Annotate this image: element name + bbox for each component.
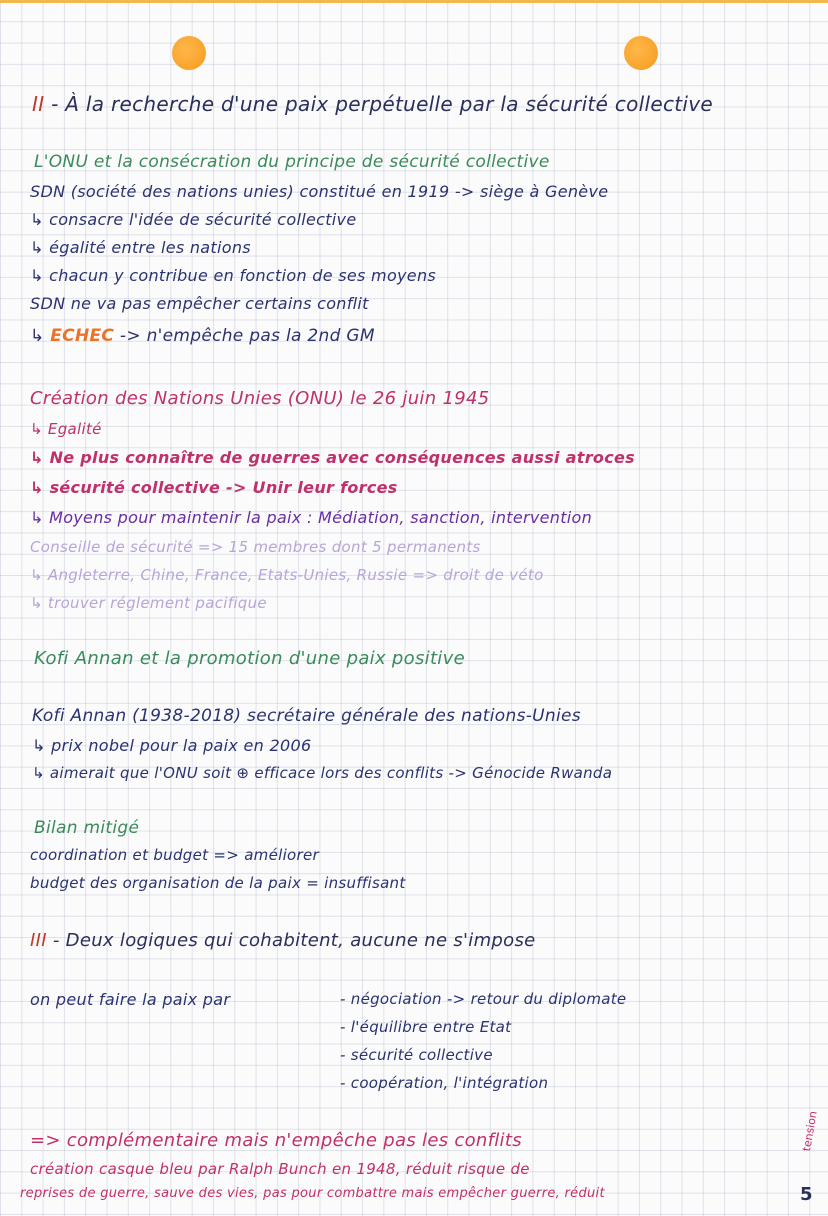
- creation-heading: Création des Nations Unies (ONU) le 26 juin 1945: [30, 388, 490, 409]
- section-2-number: II: [32, 92, 45, 116]
- creation-line-3: ↳ sécurité collective -> Unir leur forces: [30, 478, 398, 497]
- onu-line-3: ↳ égalité entre les nations: [30, 238, 251, 257]
- annan-heading: Kofi Annan et la promotion d'une paix positive: [34, 648, 465, 669]
- onu-line-2: ↳ consacre l'idée de sécurité collective: [30, 210, 357, 229]
- annan-line-2: ↳ prix nobel pour la paix en 2006: [32, 736, 312, 755]
- council-line-2: ↳ Angleterre, Chine, France, Etats-Unies, Russie => droit de véto: [30, 566, 544, 584]
- peace-item-1: - négociation -> retour du diplomate: [340, 990, 627, 1008]
- side-note: tension: [800, 1110, 820, 1153]
- council-line-1: Conseille de sécurité => 15 membres dont 5 permanents: [30, 538, 481, 556]
- onu-line-1: SDN (société des nations unies) constitué en 1919 -> siège à Genève: [30, 182, 609, 201]
- section-3-number: III: [30, 930, 47, 951]
- bilan-line-1: coordination et budget => améliorer: [30, 846, 319, 864]
- page-number: 5: [800, 1184, 813, 1205]
- creation-line-4: ↳ Moyens pour maintenir la paix : Médiation, sanction, intervention: [30, 508, 593, 527]
- onu-echec-line: [30, 326, 375, 346]
- peace-item-3: - sécurité collective: [340, 1046, 493, 1064]
- binder-hole-left: [172, 36, 206, 70]
- section-2-title-text: - À la recherche d'une paix perpétuelle par la sécurité collective: [51, 92, 714, 116]
- conclusion-line-1: => complémentaire mais n'empêche pas les conflits: [30, 1130, 522, 1151]
- onu-line-5: SDN ne va pas empêcher certains conflit: [30, 294, 369, 313]
- binder-hole-right: [624, 36, 658, 70]
- notebook-top-edge: [0, 0, 828, 3]
- bilan-line-2: budget des organisation de la paix = insuffisant: [30, 874, 406, 892]
- echec-arrow: ↳: [30, 326, 45, 346]
- council-line-3: ↳ trouver réglement pacifique: [30, 594, 267, 612]
- onu-line-4: ↳ chacun y contribue en fonction de ses moyens: [30, 266, 437, 285]
- section-3-title-text: - Deux logiques qui cohabitent, aucune ne s'impose: [52, 930, 536, 951]
- section-2-title: [32, 92, 713, 116]
- onu-heading: L'ONU et la consécration du principe de sécurité collective: [34, 152, 550, 172]
- conclusion-line-2: création casque bleu par Ralph Bunch en 1948, réduit risque de: [30, 1160, 530, 1178]
- annan-line-1: Kofi Annan (1938-2018) secrétaire générale des nations-Unies: [32, 706, 581, 726]
- bilan-heading: Bilan mitigé: [34, 818, 140, 838]
- peace-item-2: - l'équilibre entre Etat: [340, 1018, 512, 1036]
- annan-line-3: ↳ aimerait que l'ONU soit ⊕ efficace lors des conflits -> Génocide Rwanda: [32, 764, 613, 782]
- echec-word: ECHEC: [50, 326, 115, 346]
- conclusion-line-3: reprises de guerre, sauve des vies, pas pour combattre mais empêcher guerre, réduit: [20, 1186, 605, 1201]
- peace-intro: on peut faire la paix par: [30, 990, 231, 1009]
- section-3-title: [30, 930, 536, 951]
- creation-line-1: ↳ Egalité: [30, 420, 102, 438]
- peace-item-4: - coopération, l'intégration: [340, 1074, 549, 1092]
- creation-line-2: ↳ Ne plus connaître de guerres avec conséquences aussi atroces: [30, 448, 635, 467]
- echec-rest: -> n'empêche pas la 2nd GM: [119, 326, 375, 346]
